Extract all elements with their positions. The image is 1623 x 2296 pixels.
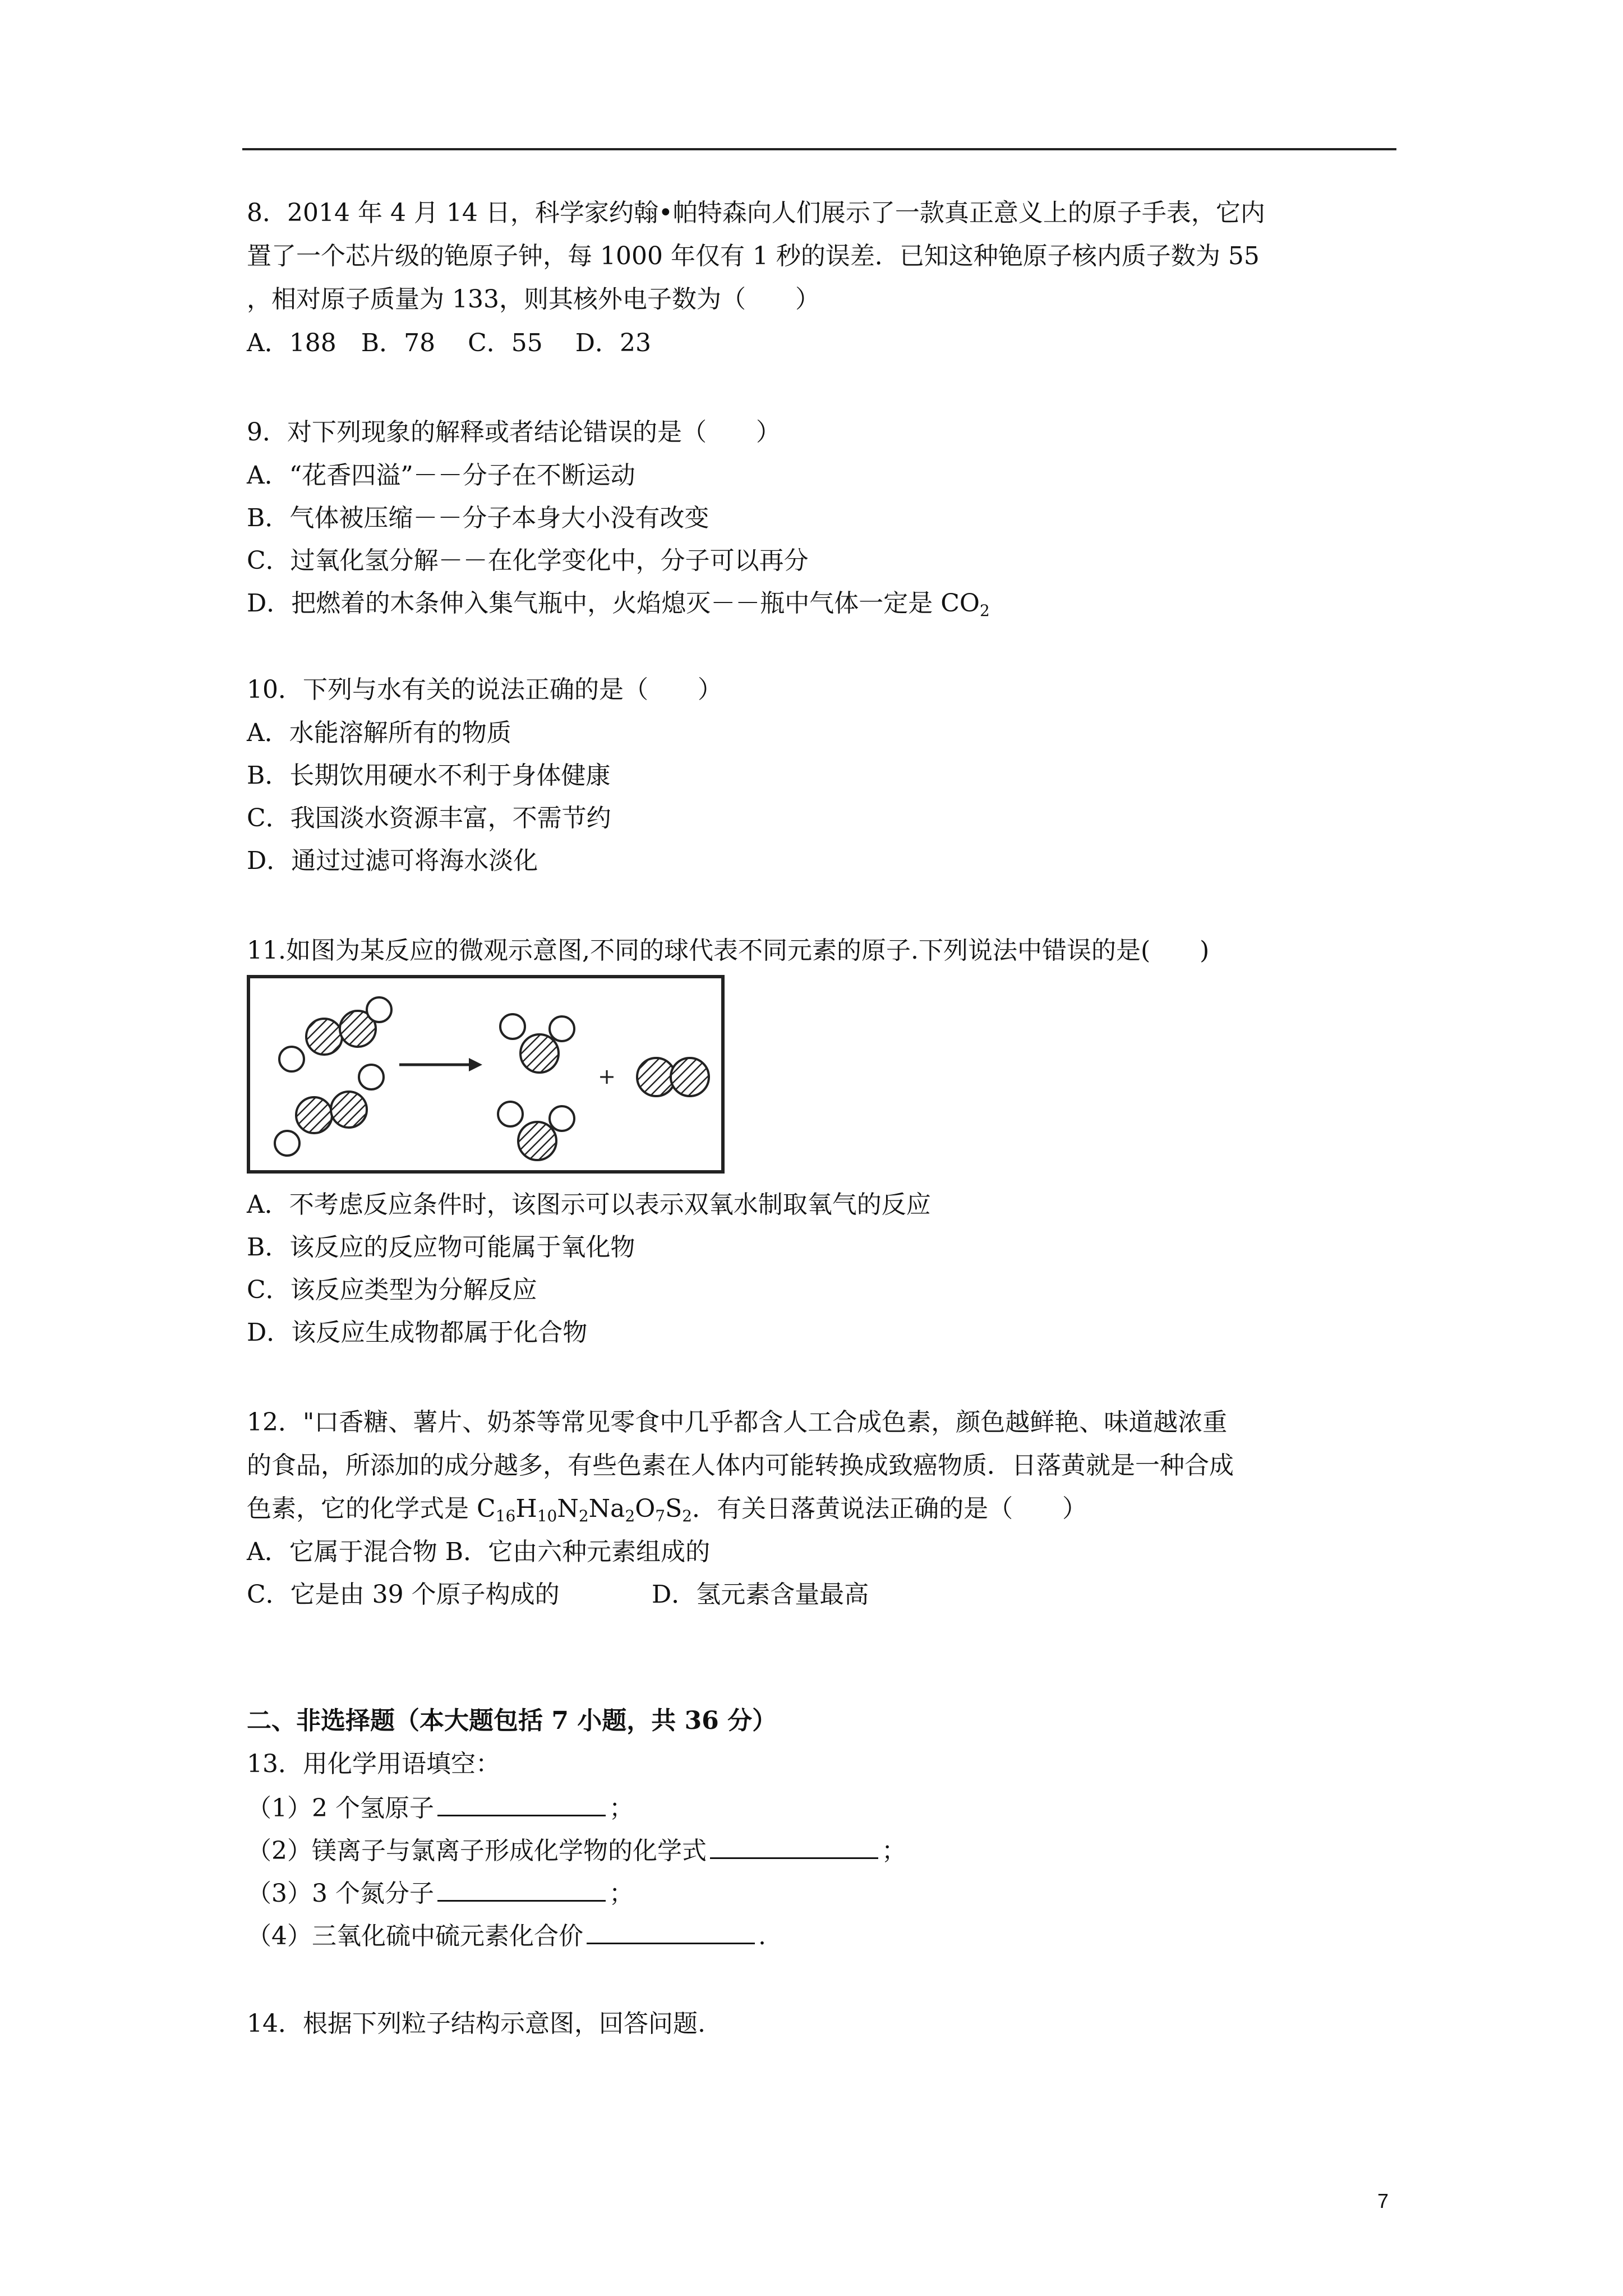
q8-line-1: 8．2014 年 4 月 14 日，科学家约翰•帕特森向人们展示了一款真正意义上的原子手表，它内 bbox=[247, 199, 1265, 227]
q12-line-3-prefix: 色素，它的化学式是 bbox=[247, 1494, 477, 1523]
q13-item-1-label: （1）2 个氢原子 bbox=[247, 1794, 434, 1823]
atom-hatched bbox=[520, 1034, 559, 1073]
q9-option-d-text: D．把燃着的木条伸入集气瓶中，火焰熄灭－－瓶中气体一定是 CO bbox=[247, 589, 980, 618]
formula-subscript: 2 bbox=[578, 1507, 589, 1525]
q9-option-b: B．气体被压缩－－分子本身大小没有改变 bbox=[247, 504, 709, 532]
header-rule bbox=[242, 148, 1396, 150]
atom-white bbox=[279, 1047, 304, 1071]
atom-white bbox=[359, 1065, 384, 1089]
atom-hatched bbox=[671, 1058, 709, 1096]
q11-option-d: D．该反应生成物都属于化合物 bbox=[247, 1318, 588, 1347]
answer-blank-2[interactable] bbox=[710, 1833, 878, 1859]
atom-hatched bbox=[518, 1122, 556, 1160]
formula-element: Na bbox=[588, 1494, 625, 1523]
q11-stem: 11.如图为某反应的微观示意图,不同的球代表不同元素的原子.下列说法中错误的是( ) bbox=[247, 936, 1210, 965]
answer-blank-1[interactable] bbox=[437, 1790, 606, 1816]
page-number: 7 bbox=[1377, 2189, 1389, 2212]
formula-element: H bbox=[515, 1494, 537, 1523]
formula-subscript: 10 bbox=[537, 1507, 557, 1525]
formula-subscript: 7 bbox=[655, 1507, 666, 1525]
atom-hatched bbox=[306, 1019, 342, 1055]
formula-element: N bbox=[557, 1494, 579, 1523]
section-2-title: 二、非选择题（本大题包括 7 小题，共 36 分） bbox=[247, 1706, 777, 1735]
period: . bbox=[758, 1922, 766, 1950]
atom-white bbox=[367, 997, 391, 1022]
q12-line-1: 12．"口香糖、薯片、奶茶等常见零食中几乎都含人工合成色素，颜色越鲜艳、味道越浓重 bbox=[247, 1408, 1228, 1437]
q12-options-ab: A．它属于混合物 B．它由六种元素组成的 bbox=[247, 1538, 711, 1566]
q10-option-a: A．水能溶解所有的物质 bbox=[247, 719, 511, 747]
q13-item-2-label: （2）镁离子与氯离子形成化学物的化学式 bbox=[247, 1837, 707, 1865]
q8-line-2: 置了一个芯片级的铯原子钟，每 1000 年仅有 1 秒的误差．已知这种铯原子核内质子数为 55 bbox=[247, 242, 1260, 270]
q9-stem: 9．对下列现象的解释或者结论错误的是（ ） bbox=[247, 418, 781, 447]
q12-line-3-suffix: ．有关日落黄说法正确的是（ ） bbox=[692, 1494, 1087, 1523]
q12-option-c: C．它是由 39 个原子构成的 bbox=[247, 1580, 560, 1609]
q12-line-2: 的食品，所添加的成分越多，有些色素在人体内可能转换成致癌物质．日落黄就是一种合成 bbox=[247, 1451, 1234, 1480]
atom-hatched bbox=[296, 1097, 332, 1133]
formula-element: S bbox=[665, 1494, 683, 1523]
formula-element: C bbox=[477, 1494, 496, 1523]
formula-subscript: 2 bbox=[625, 1507, 635, 1525]
atom-white bbox=[498, 1102, 523, 1126]
q10-stem: 10．下列与水有关的说法正确的是（ ） bbox=[247, 675, 722, 704]
q8-options: A．188 B．78 C．55 D．23 bbox=[247, 329, 651, 357]
q8-line-3: ，相对原子质量为 133，则其核外电子数为（ ） bbox=[247, 285, 820, 314]
formula-subscript: 16 bbox=[495, 1507, 516, 1525]
q13-item-1 bbox=[247, 1790, 634, 1825]
q10-option-d: D．通过过滤可将海水淡化 bbox=[247, 846, 538, 875]
q13-item-3 bbox=[247, 1875, 634, 1911]
q13-item-3-label: （3）3 个氮分子 bbox=[247, 1879, 434, 1908]
atom-white bbox=[275, 1131, 299, 1156]
q12-line-3 bbox=[247, 1492, 1087, 1526]
q9-option-a: A．“花香四溢”－－分子在不断运动 bbox=[247, 461, 635, 490]
q10-option-b: B．长期饮用硬水不利于身体健康 bbox=[247, 761, 611, 790]
q9-option-c: C．过氧化氢分解－－在化学变化中，分子可以再分 bbox=[247, 546, 809, 575]
q12-option-d: D．氢元素含量最高 bbox=[652, 1580, 869, 1609]
atom-hatched bbox=[331, 1092, 367, 1128]
q11-option-a: A．不考虑反应条件时，该图示可以表示双氧水制取氧气的反应 bbox=[247, 1190, 931, 1219]
formula-element: O bbox=[635, 1494, 656, 1523]
atom-white bbox=[550, 1016, 574, 1041]
answer-blank-3[interactable] bbox=[437, 1875, 606, 1902]
semicolon: ； bbox=[882, 1837, 906, 1865]
reaction-diagram bbox=[247, 975, 725, 1174]
q9-option-d bbox=[247, 587, 990, 620]
q14-stem: 14．根据下列粒子结构示意图，回答问题. bbox=[247, 2009, 706, 2038]
atom-white bbox=[550, 1106, 574, 1131]
q9-option-d-subscript: 2 bbox=[980, 601, 990, 620]
semicolon: ； bbox=[608, 1879, 634, 1908]
q13-item-2 bbox=[247, 1833, 906, 1868]
plus-sign: + bbox=[598, 1064, 616, 1089]
semicolon: ； bbox=[608, 1794, 634, 1823]
q13-item-4-label: （4）三氧化硫中硫元素化合价 bbox=[247, 1922, 583, 1950]
q10-option-c: C．我国淡水资源丰富，不需节约 bbox=[247, 804, 611, 832]
chemical-formula bbox=[477, 1494, 692, 1523]
q11-option-c: C．该反应类型为分解反应 bbox=[247, 1276, 537, 1304]
q13-stem: 13．用化学用语填空： bbox=[247, 1750, 500, 1778]
formula-subscript: 2 bbox=[682, 1507, 693, 1525]
atom-hatched bbox=[637, 1058, 675, 1096]
atom-white bbox=[500, 1014, 525, 1039]
q11-option-b: B．该反应的反应物可能属于氧化物 bbox=[247, 1233, 635, 1262]
answer-blank-4[interactable] bbox=[587, 1918, 755, 1944]
q13-item-4 bbox=[247, 1918, 766, 1953]
